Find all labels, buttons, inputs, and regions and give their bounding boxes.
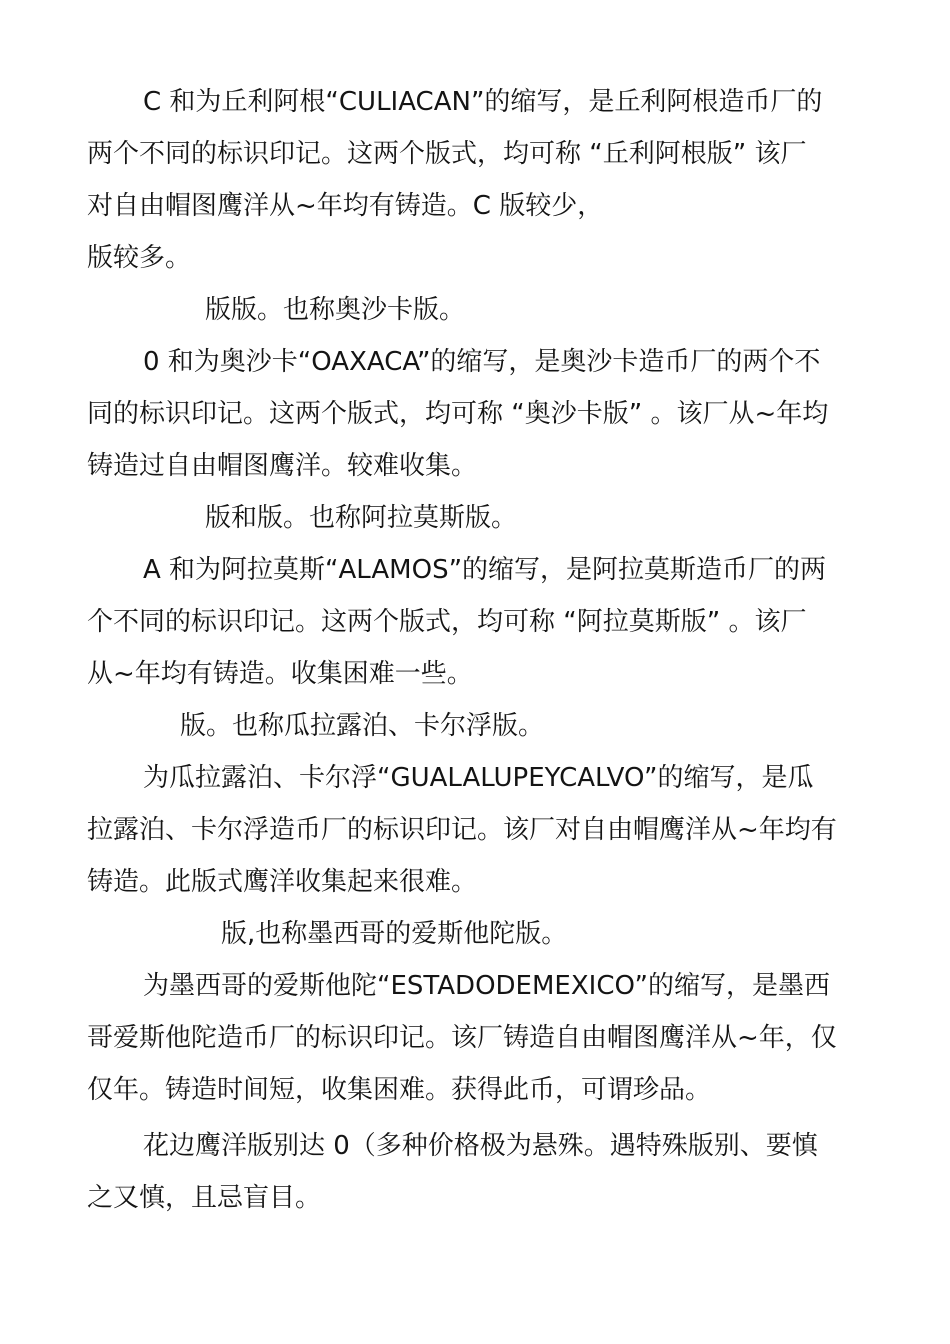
paragraph-gualalupe-line-3: 铸造。此版式鹰洋收集起来很难。 [87, 867, 478, 897]
paragraph-mexico-line-2: 哥爱斯他陀造币厂的标识印记。该厂铸造自由帽图鹰洋从~年，仅 [87, 1023, 837, 1053]
paragraph-summary-line-1: 花边鹰洋版别达 0（多种价格极为悬殊。遇特殊版别、要慎 [143, 1131, 818, 1161]
paragraph-summary-line-2: 之又慎，且忌盲目。 [87, 1183, 322, 1213]
paragraph-alamos-line-1: A 和为阿拉莫斯“ALAMOS”的缩写，是阿拉莫斯造币厂的两 [143, 555, 827, 585]
heading-alamos: 版和版。也称阿拉莫斯版。 [205, 503, 518, 533]
paragraph-mexico-line-1: 为墨西哥的爱斯他陀“ESTADODEMEXICO”的缩写，是墨西 [143, 971, 830, 1001]
paragraph-mexico-line-3: 仅年。铸造时间短，收集困难。获得此币，可谓珍品。 [87, 1075, 712, 1105]
paragraph-culiacan-line-4: 版较多。 [87, 243, 192, 273]
heading-gualalupe: 版。也称瓜拉露泊、卡尔浮版。 [180, 711, 545, 741]
paragraph-alamos-line-3: 从~年均有铸造。收集困难一些。 [87, 659, 473, 689]
paragraph-culiacan-line-2: 两个不同的标识印记。这两个版式，均可称 “丘利阿根版” 该厂 [87, 139, 807, 169]
paragraph-culiacan-line-1: C 和为丘利阿根“CULIACAN”的缩写，是丘利阿根造币厂的 [143, 87, 823, 117]
paragraph-gualalupe-line-2: 拉露泊、卡尔浮造币厂的标识印记。该厂对自由帽鹰洋从~年均有 [87, 815, 837, 845]
paragraph-culiacan-line-3: 对自由帽图鹰洋从~年均有铸造。C 版较少， [87, 191, 604, 221]
paragraph-oaxaca-line-2: 同的标识印记。这两个版式，均可称 “奥沙卡版” 。该厂从~年均 [87, 399, 829, 429]
paragraph-oaxaca-line-3: 铸造过自由帽图鹰洋。较难收集。 [87, 451, 478, 481]
heading-estado-de-mexico: 版,也称墨西哥的爱斯他陀版。 [221, 919, 568, 949]
paragraph-gualalupe-line-1: 为瓜拉露泊、卡尔浮“GUALALUPEYCALVO”的缩写，是瓜 [143, 763, 814, 793]
heading-oaxaca: 版版。也称奥沙卡版。 [205, 295, 466, 325]
paragraph-oaxaca-line-1: 0 和为奥沙卡“OAXACA”的缩写，是奥沙卡造币厂的两个不 [143, 347, 821, 377]
paragraph-alamos-line-2: 个不同的标识印记。这两个版式，均可称 “阿拉莫斯版” 。该厂 [87, 607, 807, 637]
